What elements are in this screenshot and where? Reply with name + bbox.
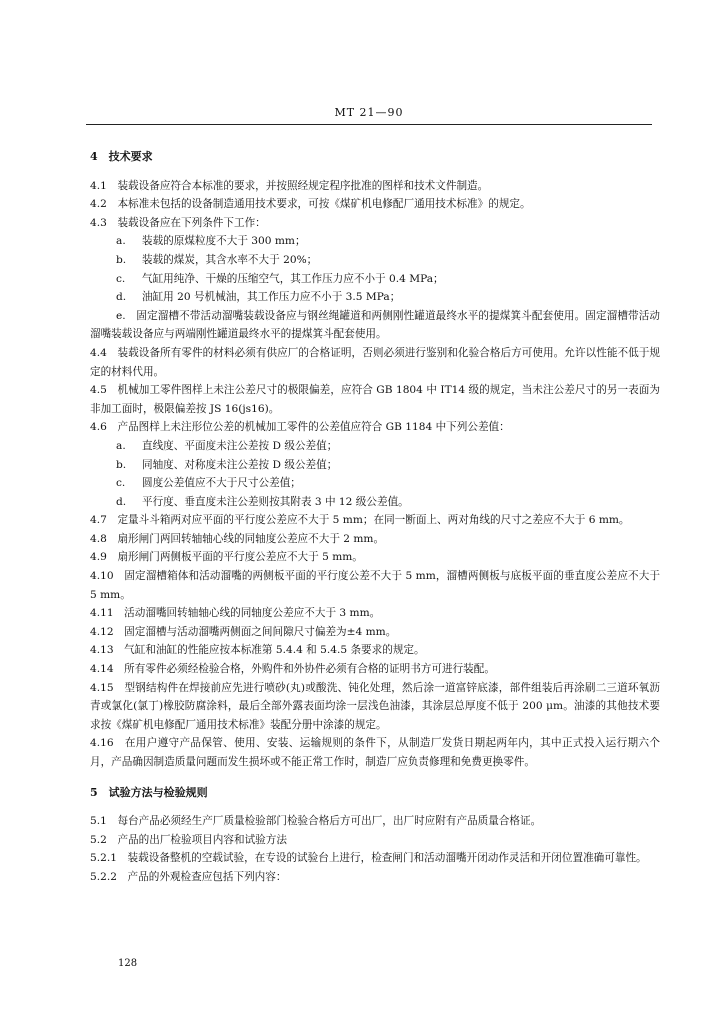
clause-5-2: 5.2 产品的出厂检验项目内容和试验方法 (90, 833, 287, 846)
clause-4-4: 4.4 装载设备所有零件的材料必须有供应厂的合格证明，否则必须进行鉴别和化验合格后方可使用。允许以性能不低于规定的材料代用。 (90, 346, 660, 378)
standard-code: MT 21—90 (334, 106, 404, 119)
clause-4-3-e: e. 固定溜槽不带活动溜嘴装载设备应与钢丝绳罐道和两侧刚性罐道最终水平的提煤箕斗配套使用。固定溜槽带活动溜嘴装载设备应与两端刚性罐道最终水平的提煤箕斗配套使用。 (90, 309, 660, 341)
list-item: d. 平行度、垂直度未注公差则按其附表 3 中 12 级公差值。 (116, 495, 409, 508)
list-item: b. 同轴度、对称度未注公差按 D 级公差值； (116, 458, 338, 471)
clause-4-8: 4.8 扇形闸门两回转轴轴心线的同轴度公差应不大于 2 mm。 (90, 532, 385, 545)
list-item: b. 装载的煤炭，其含水率不大于 20%； (116, 253, 318, 266)
clause-4-12: 4.12 固定溜槽与活动溜嘴两侧面之间间隙尺寸偏差为±4 mm。 (90, 625, 397, 638)
clause-4-14: 4.14 所有零件必须经检验合格，外购件和外协件必须有合格的证明书方可进行装配。 (90, 663, 495, 676)
clause-4-16: 4.16 在用户遵守产品保管、使用、安装、运输规则的条件下，从制造厂发货日期起两年内，其中正式投入运行期六个月，产品确因制造质量问题而发生损坏或不能正常工作时，制造厂应负责修理和免费更换零件。 (90, 737, 660, 768)
clause-4-6-list (90, 437, 660, 511)
list-item: a. 直线度、平面度未注公差按 D 级公差值； (116, 439, 338, 452)
list-item: c. 圆度公差值应不大于尺寸公差值； (116, 477, 301, 490)
clause-4-1: 4.1 装载设备应符合本标准的要求，并按照经规定程序批准的图样和技术文件制造。 (90, 179, 489, 192)
clause-4-9: 4.9 扇形闸门两侧板平面的平行度公差应不大于 5 mm。 (90, 551, 363, 564)
clause-4-15: 4.15 型钢结构件在焊接前应先进行喷砂(丸)或酸洗、钝化处理，然后涂一道富锌底漆，部件组装后再涂刷二三道环氧沥青或氯化(氯丁)橡胶防腐涂料，最后全部外露表面均涂一层浅色油漆，其涂层总厚度不低于 200 μm。油漆的其他技术要求按《煤矿机电修配厂通用技术标准》装配分册中涂漆的规定。 (90, 681, 660, 731)
clause-4-13: 4.13 气缸和油缸的性能应按本标准第 5.4.4 和 5.4.5 条要求的规定。 (90, 644, 425, 657)
clause-4-11: 4.11 活动溜嘴回转轴轴心线的同轴度公差应不大于 3 mm。 (90, 607, 381, 620)
clause-4-5: 4.5 机械加工零件图样上未注公差尺寸的极限偏差，应符合 GB 1804 中 IT14 级的规定，当未注公差尺寸的另一表面为非加工面时，极限偏差按 JS 16(js16)。 (90, 384, 660, 415)
clause-4-2: 4.2 本标准未包括的设备制造通用技术要求，可按《煤矿机电修配厂通用技术标准》的规定。 (90, 198, 531, 211)
list-item: d. 油缸用 20 号机械油，其工作压力应不小于 3.5 MPa； (116, 291, 401, 304)
clause-4-3-list (90, 232, 660, 306)
list-item: a. 装载的原煤粒度不大于 300 mm； (116, 235, 306, 248)
running-header (86, 104, 652, 126)
section-4-title: 4 技术要求 (90, 150, 153, 163)
body-text (90, 148, 660, 887)
clause-4-7: 4.7 定量斗斗箱两对应平面的平行度公差应不大于 5 mm；在同一断面上、两对角线的尺寸之差应不大于 6 mm。 (90, 514, 630, 527)
section-spacer (90, 772, 660, 784)
clause-4-3: 4.3 装载设备应在下列条件下工作： (90, 216, 266, 229)
header-rule (86, 124, 652, 125)
list-item: c. 气缸用纯净、干燥的压缩空气，其工作压力应不小于 0.4 MPa； (116, 272, 444, 285)
clause-5-1: 5.1 每台产品必须经生产厂质量检验部门检验合格后方可出厂，出厂时应附有产品质量合格证。 (90, 815, 542, 828)
clause-5-2-1: 5.2.1 装载设备整机的空载试验，在专设的试验台上进行，检查闸门和活动溜嘴开闭动作灵活和开闭位置准确可靠性。 (90, 852, 647, 865)
clause-5-2-2: 5.2.2 产品的外观检查应包括下列内容： (90, 870, 287, 883)
clause-4-6: 4.6 产品图样上未注形位公差的机械加工零件的公差值应符合 GB 1184 中下列公差值： (90, 421, 510, 434)
clause-4-10: 4.10 固定溜槽箱体和活动溜嘴的两侧板平面的平行度公差不大于 5 mm，溜槽两侧板与底板平面的垂直度公差应不大于 5 mm。 (90, 570, 660, 601)
section-5-title: 5 试验方法与检验规则 (90, 785, 208, 799)
page-number: 128 (118, 958, 138, 969)
